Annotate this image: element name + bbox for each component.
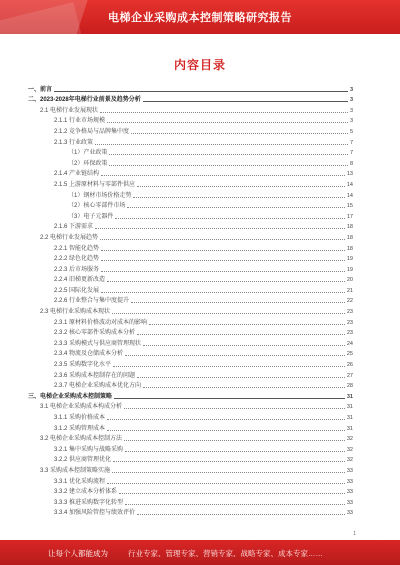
toc-leader-dots (137, 377, 345, 378)
toc-entry-title: 2.2.6 行业整合与集中度提升 (54, 298, 130, 305)
toc-entry-page: 3 (349, 97, 353, 104)
toc-entry-page: 18 (346, 224, 353, 231)
toc-entry[interactable] (28, 455, 353, 466)
footer-slogan: 让每个人都能成为 (48, 549, 108, 558)
toc-leader-dots (143, 345, 345, 346)
toc-entry[interactable] (28, 391, 353, 402)
toc-entry[interactable] (28, 423, 353, 434)
toc-leader-dots (101, 250, 345, 251)
toc-entry[interactable] (28, 359, 353, 370)
toc-entry-page: 20 (346, 277, 353, 284)
toc-entry[interactable] (28, 497, 353, 508)
toc-entry[interactable] (28, 190, 353, 201)
toc-entry[interactable] (28, 211, 353, 222)
toc-entry-page: 14 (346, 192, 353, 199)
toc-entry-page: 32 (346, 446, 353, 453)
toc-entry-page: 15 (346, 203, 353, 210)
toc-entry[interactable] (28, 232, 353, 243)
toc-entry-title: （2）核心零部件市场 (68, 203, 126, 210)
toc-entry-title: 二、2023-2028年电梯行业前景及趋势分析 (28, 97, 141, 104)
toc-entry-title: 2.2 电梯行业发展趋势 (40, 234, 99, 241)
toc-heading: 内容目录 (173, 58, 226, 72)
toc-leader-dots (137, 186, 345, 187)
toc-entry-page: 25 (346, 351, 353, 358)
toc-entry[interactable] (28, 201, 353, 212)
toc-entry-page: 33 (346, 467, 353, 474)
toc-leader-dots (101, 292, 345, 293)
toc-entry-title: 3.1 电梯企业采购成本构成分析 (40, 404, 123, 411)
toc-entry-title: （1）产业政策 (68, 150, 108, 157)
toc-entry-title: 2.2.2 绿色化趋势 (54, 256, 100, 263)
toc-entry[interactable] (28, 465, 353, 476)
toc-entry-title: 2.3.3 采购模式与供应商管理现状 (54, 340, 142, 347)
toc-leader-dots (107, 419, 345, 420)
toc-leader-dots (95, 144, 348, 145)
toc-leader-dots (95, 228, 345, 229)
toc-entry-title: 3.2.1 集中采购与战略采购 (54, 446, 124, 453)
toc-leader-dots (113, 461, 345, 462)
toc-entry[interactable] (28, 444, 353, 455)
toc-leader-dots (143, 387, 345, 388)
toc-entry-page: 31 (346, 393, 353, 400)
toc-leader-dots (133, 197, 345, 198)
toc-entry-title: 3.3.2 建立成本分析体系 (54, 489, 118, 496)
toc-leader-dots (125, 355, 345, 356)
toc-entry-page: 19 (346, 256, 353, 263)
toc-leader-dots (107, 122, 348, 123)
toc-leader-dots (107, 281, 345, 282)
toc-leader-dots (112, 313, 345, 314)
toc-leader-dots (127, 207, 345, 208)
toc-entry[interactable] (28, 285, 353, 296)
toc-leader-dots (107, 430, 345, 431)
toc-entry-title: 2.3.7 电梯企业采购成本优化方向 (54, 383, 142, 390)
toc-entry-title: 3.3.1 优化采购流程 (54, 478, 106, 485)
toc-leader-dots (131, 302, 345, 303)
toc-entry-page: 18 (346, 245, 353, 252)
footer-banner (0, 540, 400, 565)
toc-entry-title: 2.1.1 行业市场规模 (54, 118, 106, 125)
toc-entry-page: 31 (346, 404, 353, 411)
toc-entry-title: 2.1.2 竞争格局与品牌集中度 (54, 128, 130, 135)
toc-entry[interactable] (28, 370, 353, 381)
toc-leader-dots (143, 101, 348, 102)
toc-entry-page: 31 (346, 415, 353, 421)
toc-entry-title: 2.3.2 核心零部件采购成本分析 (54, 330, 136, 337)
toc-entry-page: 23 (346, 330, 353, 337)
toc-entry-page: 5 (349, 128, 353, 135)
toc-entry-page: 33 (346, 510, 353, 517)
toc-entry-page: 33 (346, 489, 353, 496)
toc-leader-dots (137, 334, 345, 335)
toc-entry-title: 3.3.3 推进采购数字化转型 (54, 499, 124, 506)
toc-entry-page: 27 (346, 372, 353, 379)
toc-entry[interactable] (28, 487, 353, 498)
toc-entry-title: 2.3.4 物流及仓储成本分析 (54, 351, 124, 358)
toc-entry-page: 13 (346, 171, 353, 178)
toc-leader-dots (114, 398, 345, 399)
toc-entry[interactable] (28, 338, 353, 349)
toc-entry[interactable] (28, 275, 353, 286)
toc-entry[interactable] (28, 476, 353, 487)
toc-leader-dots (137, 514, 345, 515)
toc-entry-title: 2.1 电梯行业发展现状 (40, 107, 99, 114)
toc-entry[interactable] (28, 116, 353, 127)
report-title: 电梯企业采购成本控制策略研究报告 (108, 12, 292, 24)
toc-entry-page: 21 (346, 287, 353, 294)
toc-leader-dots (101, 271, 345, 272)
toc-entry[interactable] (28, 328, 353, 339)
report-header-banner (0, 0, 400, 34)
toc-entry[interactable] (28, 508, 353, 519)
toc-entry-title: 2.2.5 国际化发展 (54, 287, 100, 294)
toc-entry[interactable] (28, 243, 353, 254)
toc-leader-dots (112, 472, 345, 473)
toc-entry[interactable] (28, 105, 353, 116)
toc-entry-page: 26 (346, 362, 353, 369)
toc-entry-title: 2.2.4 旧梯更新改造 (54, 277, 106, 284)
toc-entry-page: 3 (349, 107, 353, 114)
page-number: 1 (353, 531, 356, 537)
toc-entry[interactable] (28, 412, 353, 423)
toc-entry[interactable] (28, 169, 353, 180)
toc-entry-page: 14 (346, 181, 353, 188)
toc-leader-dots (100, 112, 348, 113)
toc-leader-dots (109, 165, 348, 166)
toc-entry[interactable] (28, 317, 353, 328)
toc-leader-dots (100, 239, 345, 240)
toc-entry[interactable] (28, 222, 353, 233)
toc-entry-title: （1）钢材市场价格走势 (68, 192, 132, 199)
toc-leader-dots (124, 440, 345, 441)
toc-entry-page: 32 (346, 457, 353, 464)
toc-entry[interactable] (28, 381, 353, 392)
toc-entry-page: 8 (349, 160, 353, 167)
toc-entry-title: 2.3 电梯行业采购成本现状 (40, 309, 111, 316)
toc-entry-title: 2.3.1 原材料价格波动对成本的影响 (54, 319, 148, 326)
toc-entry[interactable] (28, 434, 353, 445)
toc-entry-title: 2.2.1 智能化趋势 (54, 245, 100, 252)
toc-entry-title: 3.1.1 采购价格成本 (54, 415, 106, 421)
toc-entry-page: 28 (346, 383, 353, 390)
toc-entry[interactable] (28, 84, 353, 95)
toc-entry[interactable] (28, 402, 353, 413)
toc-entry-title: 2.2.3 后市场服务 (54, 266, 100, 273)
toc-leader-dots (107, 483, 345, 484)
toc-leader-dots (131, 133, 348, 134)
toc-entry[interactable] (28, 148, 353, 159)
toc-entry-title: 3.2.2 供应商管理优化 (54, 457, 112, 464)
toc-entry-title: （3）电子元器件 (68, 213, 114, 220)
toc-entry-page: 31 (346, 425, 353, 432)
toc-entry-title: 3.1.2 采购管理成本 (54, 425, 106, 432)
toc-entry[interactable] (28, 254, 353, 265)
toc-entry-page: 33 (346, 478, 353, 485)
toc-entry-page: 23 (346, 319, 353, 326)
toc-entry[interactable] (28, 95, 353, 106)
toc-entry-title: 3.3 采购成本控制策略实施 (40, 467, 111, 474)
toc-entry-page: 18 (346, 234, 353, 241)
toc-leader-dots (113, 366, 345, 367)
toc-entry-title: 2.3.6 采购成本控制存在的问题 (54, 372, 136, 379)
toc-entry-title: 2.1.4 产业链结构 (54, 171, 100, 178)
toc-entry-page: 22 (346, 298, 353, 305)
toc-leader-dots (125, 504, 345, 505)
toc-entry-title: 2.1.5 上游原材料与零部件供应 (54, 181, 136, 188)
toc-entry-page: 7 (349, 150, 353, 157)
toc-entry-page: 33 (346, 499, 353, 506)
toc-entry-page: 3 (349, 118, 353, 125)
toc-leader-dots (124, 408, 345, 409)
table-of-contents (28, 84, 353, 518)
toc-entry[interactable] (28, 179, 353, 190)
toc-entry-page: 24 (346, 340, 353, 347)
toc-leader-dots (109, 154, 348, 155)
toc-leader-dots (54, 91, 348, 92)
toc-entry-page: 17 (346, 213, 353, 220)
toc-entry-page: 23 (346, 309, 353, 316)
toc-entry-page: 32 (346, 436, 353, 443)
toc-entry-title: 3.3.4 加强风险管控与绩效评价 (54, 510, 136, 517)
toc-leader-dots (119, 493, 345, 494)
footer-expert-list: 行业专家、管理专家、营销专家、战略专家、成本专家…… (128, 549, 323, 558)
toc-entry[interactable] (28, 306, 353, 317)
toc-entry-title: 3.2 电梯企业采购成本控制方法 (40, 436, 123, 443)
toc-entry[interactable] (28, 137, 353, 148)
toc-entry-title: 三、电梯企业采购成本控制策略 (28, 393, 113, 400)
toc-entry-title: 2.3.5 采购数字化水平 (54, 362, 112, 369)
toc-entry-title: 一、前言 (28, 86, 53, 93)
toc-entry-title: 2.1.3 行业政策 (54, 139, 94, 146)
toc-entry[interactable] (28, 158, 353, 169)
toc-leader-dots (149, 324, 345, 325)
toc-leader-dots (101, 260, 345, 261)
toc-entry[interactable] (28, 264, 353, 275)
toc-entry[interactable] (28, 349, 353, 360)
toc-entry[interactable] (28, 296, 353, 307)
toc-entry-page: 19 (346, 266, 353, 273)
toc-entry-page: 3 (349, 86, 353, 93)
toc-leader-dots (125, 451, 345, 452)
toc-entry-page: 7 (349, 139, 353, 146)
toc-leader-dots (115, 218, 345, 219)
toc-entry-title: （2）环保政策 (68, 160, 108, 167)
toc-entry[interactable] (28, 126, 353, 137)
toc-leader-dots (101, 175, 345, 176)
toc-entry-title: 2.1.6 下游需求 (54, 224, 94, 231)
